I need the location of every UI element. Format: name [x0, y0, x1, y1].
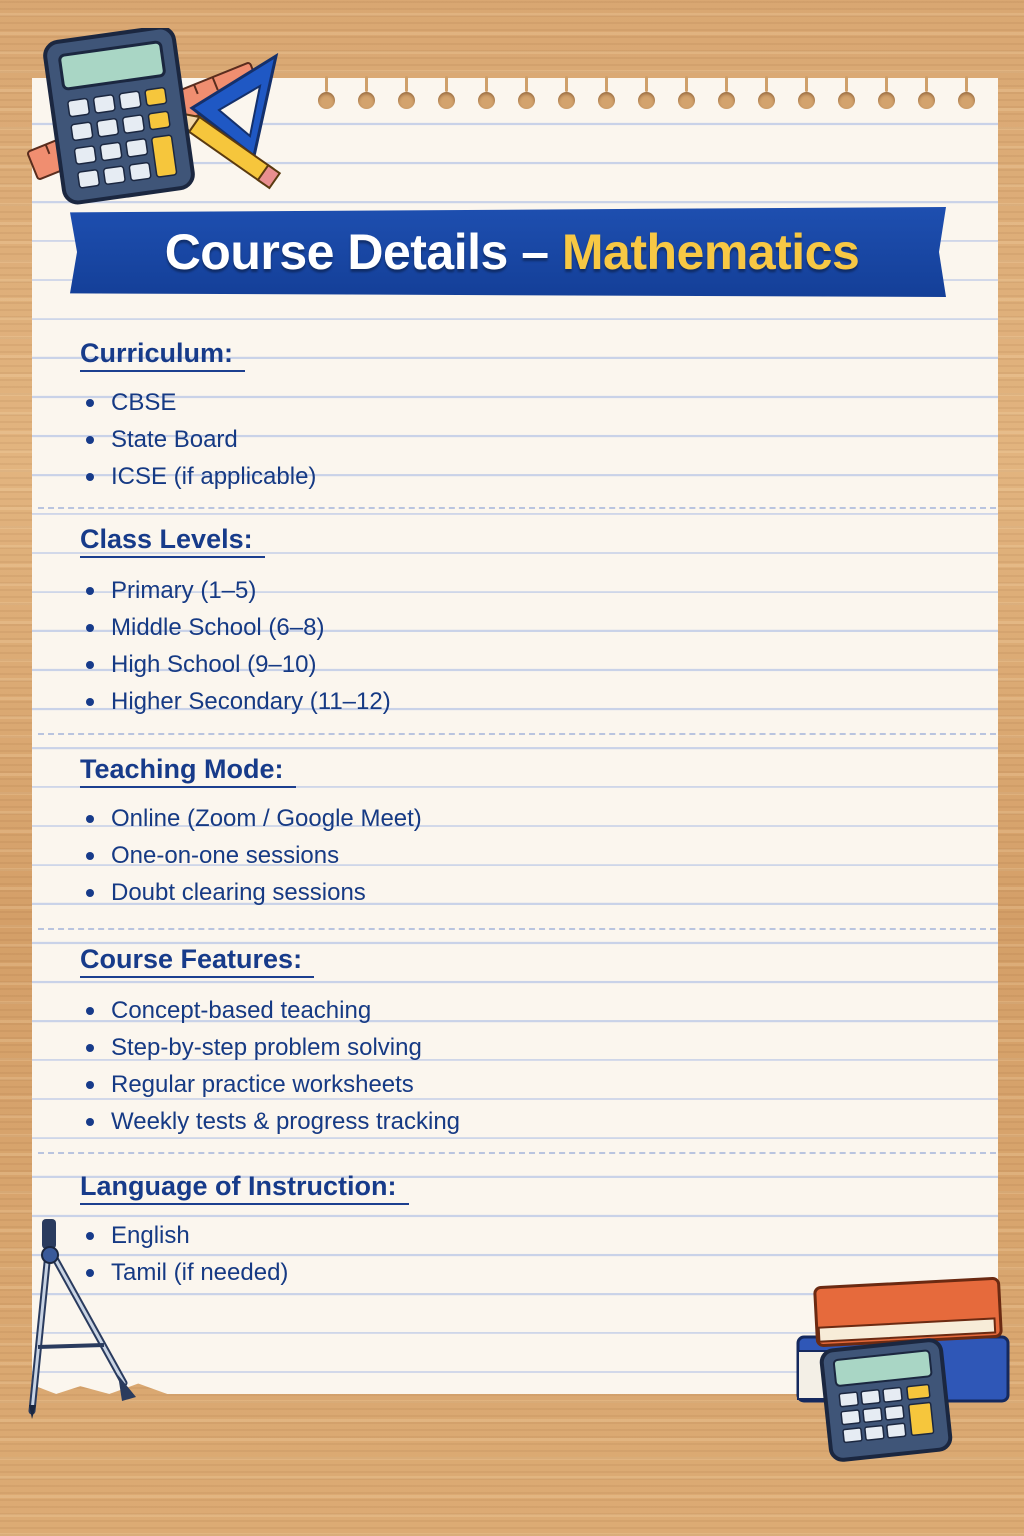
section-divider: [38, 1152, 996, 1154]
compass-icon: [18, 1215, 148, 1425]
list-item: Higher Secondary (11–12): [80, 683, 391, 720]
list-item: Tamil (if needed): [80, 1254, 409, 1291]
section-heading: Class Levels:: [80, 522, 265, 558]
top-left-stationery: [14, 28, 294, 208]
class-levels-list: [80, 572, 391, 720]
list-item: Regular practice worksheets: [80, 1066, 460, 1103]
calculator-icon: [821, 1339, 952, 1461]
list-item: High School (9–10): [80, 646, 391, 683]
section-course-features: [80, 942, 460, 1140]
list-item: Primary (1–5): [80, 572, 391, 609]
list-item: Doubt clearing sessions: [80, 874, 422, 911]
section-curriculum: [80, 336, 316, 495]
title-dash: –: [507, 224, 562, 280]
list-item: Weekly tests & progress tracking: [80, 1103, 460, 1140]
list-item: ICSE (if applicable): [80, 458, 316, 495]
list-item: CBSE: [80, 384, 316, 421]
section-divider: [38, 733, 996, 735]
bottom-right-stationery: [790, 1255, 1020, 1465]
title-accent: Mathematics: [561, 224, 860, 280]
teaching-mode-list: [80, 800, 422, 911]
list-item: Concept-based teaching: [80, 992, 460, 1029]
list-item: Online (Zoom / Google Meet): [80, 800, 422, 837]
section-divider: [38, 507, 996, 509]
course-features-list: [80, 992, 460, 1140]
list-item: Step-by-step problem solving: [80, 1029, 460, 1066]
section-heading: Teaching Mode:: [80, 752, 296, 788]
curriculum-list: [80, 384, 316, 495]
calculator-icon: [43, 28, 194, 204]
section-heading: Curriculum:: [80, 336, 245, 372]
list-item: English: [80, 1217, 409, 1254]
section-divider: [38, 928, 996, 930]
section-teaching-mode: [80, 752, 422, 911]
list-item: One-on-one sessions: [80, 837, 422, 874]
title-main: Course Details: [164, 224, 508, 280]
section-heading: Language of Instruction:: [80, 1169, 409, 1205]
section-class-levels: [80, 522, 391, 720]
page-title: [0, 220, 1024, 284]
list-item: State Board: [80, 421, 316, 458]
section-heading: Course Features:: [80, 942, 314, 978]
list-item: Middle School (6–8): [80, 609, 391, 646]
